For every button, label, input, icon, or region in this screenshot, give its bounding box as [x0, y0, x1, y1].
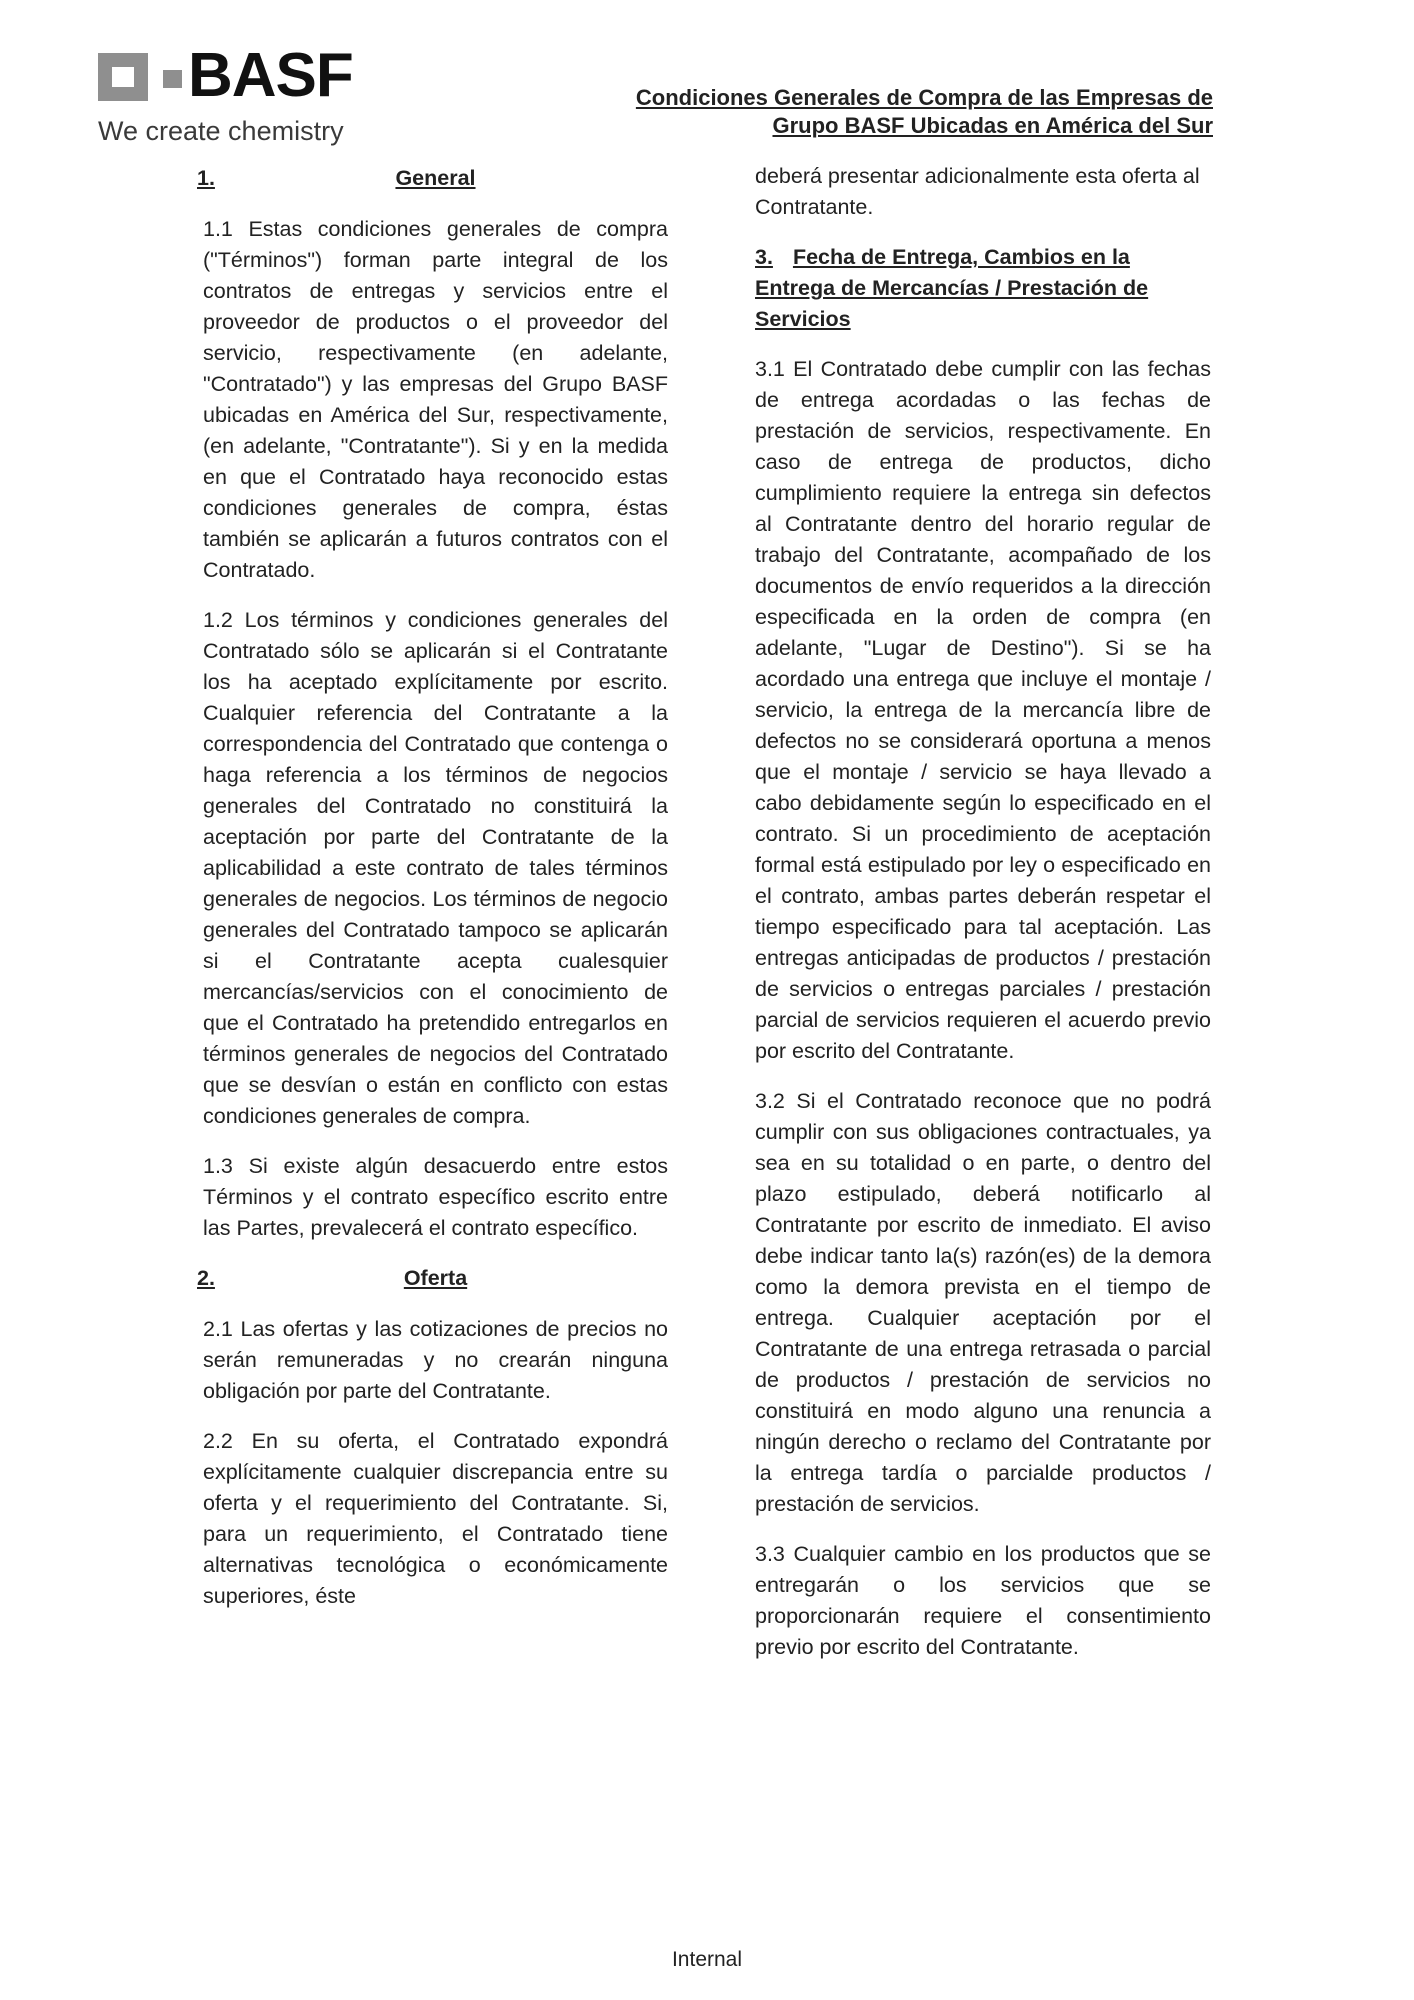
logo-wordmark: BASF	[188, 41, 353, 110]
clause-1-2: 1.2 Los términos y condiciones generales del Contratado sólo se aplicarán si el Contratante los ha aceptado explícitamente por escrito. Cualquier referencia del Contratante a la correspondencia del Contratado que contenga o haga referencia a los términos de negocios generales del Contratado no constituirá la aceptación por parte del Contratante de la aplicabilidad a este contrato de tales términos generales de negocios. Los términos de negocio generales del Contratado tampoco se aplicarán si el Contratante acepta cualesquier mercancías/servicios con el conocimiento de que el Contratado ha pretendido entregarlos en términos generales de negocios del Contratado que se desvían o están en conflicto con estas condiciones generales de compra.	[203, 608, 668, 1128]
document-title-line-1: Condiciones Generales de Compra de las Empresas de	[635, 85, 1213, 110]
logo-tagline: We create chemistry	[98, 116, 344, 146]
right-column	[755, 161, 1211, 1682]
section-title: Fecha de Entrega, Cambios en la Entrega de Mercancías / Prestación de Servicios	[755, 245, 1149, 331]
basf-logo	[98, 41, 378, 148]
logo-small-square-icon	[163, 70, 182, 88]
document-title-line-2: Grupo BASF Ubicadas en América del Sur	[772, 113, 1213, 138]
section-heading-3	[755, 242, 1211, 335]
clause-3-2: 3.2 Si el Contratado reconoce que no podrá cumplir con sus obligaciones contractuales, ya sea en su totalidad o en parte, o dentro del plazo estipulado, deberá notificarlo al Contratante por escrito de inmediato. El aviso debe indicar tanto la(s) razón(es) de la demora como la demora prevista en el tiempo de entrega. Cualquier aceptación por el Contratante de una entrega retrasada o parcial de productos / prestación de servicios no constituirá en modo alguno una renuncia a ningún derecho o reclamo del Contratante por la entrega tardía o parcialde productos / prestación de servicios.	[755, 1089, 1211, 1516]
section-title: General	[395, 166, 476, 190]
left-column	[197, 161, 668, 1631]
section-title: Oferta	[403, 1266, 468, 1290]
clause-2-2: 2.2 En su oferta, el Contratado expondrá explícitamente cualquier discrepancia entre su oferta y el requerimiento del Contratante. Si, para un requerimiento, el Contratado tiene alternativas tecnológica o económicamente superiores, éste	[203, 1429, 668, 1608]
footer-classification: Internal	[671, 1948, 743, 1971]
clause-1-1: 1.1 Estas condiciones generales de compra ("Términos") forman parte integral de los contratos de entregas y servicios entre el proveedor de productos o el proveedor del servicio, respectivamente (en adelante, "Contratado") y las empresas del Grupo BASF ubicadas en América del Sur, respectivamente, (en adelante, "Contratante"). Si y en la medida en que el Contratado haya reconocido estas condiciones generales de compra, éstas también se aplicarán a futuros contratos con el Contratado.	[203, 217, 668, 582]
clause-1-3: 1.3 Si existe algún desacuerdo entre estos Términos y el contrato específico escrito entre las Partes, prevalecerá el contrato específico.	[203, 1154, 668, 1240]
section-heading-1	[197, 163, 668, 194]
section-number: 3.	[755, 245, 773, 269]
clause-3-3: 3.3 Cualquier cambio en los productos que se entregarán o los servicios que se proporcionarán requiere el consentimiento previo por escrito del Contratante.	[755, 1542, 1211, 1659]
document-title	[513, 84, 1213, 140]
logo-large-square-icon	[98, 53, 148, 101]
clause-2-2-continued: deberá presentar adicionalmente esta oferta al Contratante.	[755, 164, 1200, 219]
section-number: 2.	[197, 1266, 215, 1290]
section-heading-2	[197, 1263, 668, 1294]
clause-2-1: 2.1 Las ofertas y las cotizaciones de precios no serán remuneradas y no crearán ninguna obligación por parte del Contratante.	[203, 1317, 668, 1403]
clause-3-1: 3.1 El Contratado debe cumplir con las fechas de entrega acordadas o las fechas de prestación de servicios, respectivamente. En caso de entrega de productos, dicho cumplimiento requiere la entrega sin defectos al Contratante dentro del horario regular de trabajo del Contratante, acompañado de los documentos de envío requeridos a la dirección especificada en la orden de compra (en adelante, "Lugar de Destino"). Si se ha acordado una entrega que incluye el montaje / servicio, la entrega de la mercancía libre de defectos no se considerará oportuna a menos que el montaje / servicio se haya llevado a cabo debidamente según lo especificado en el contrato. Si un procedimiento de aceptación formal está estipulado por ley o especificado en el contrato, ambas partes deberán respetar el tiempo especificado para tal aceptación. Las entregas anticipadas de productos / prestación de servicios o entregas parciales / prestación parcial de servicios requieren el acuerdo previo por escrito del Contratante.	[755, 357, 1211, 1063]
section-number: 1.	[197, 166, 215, 190]
